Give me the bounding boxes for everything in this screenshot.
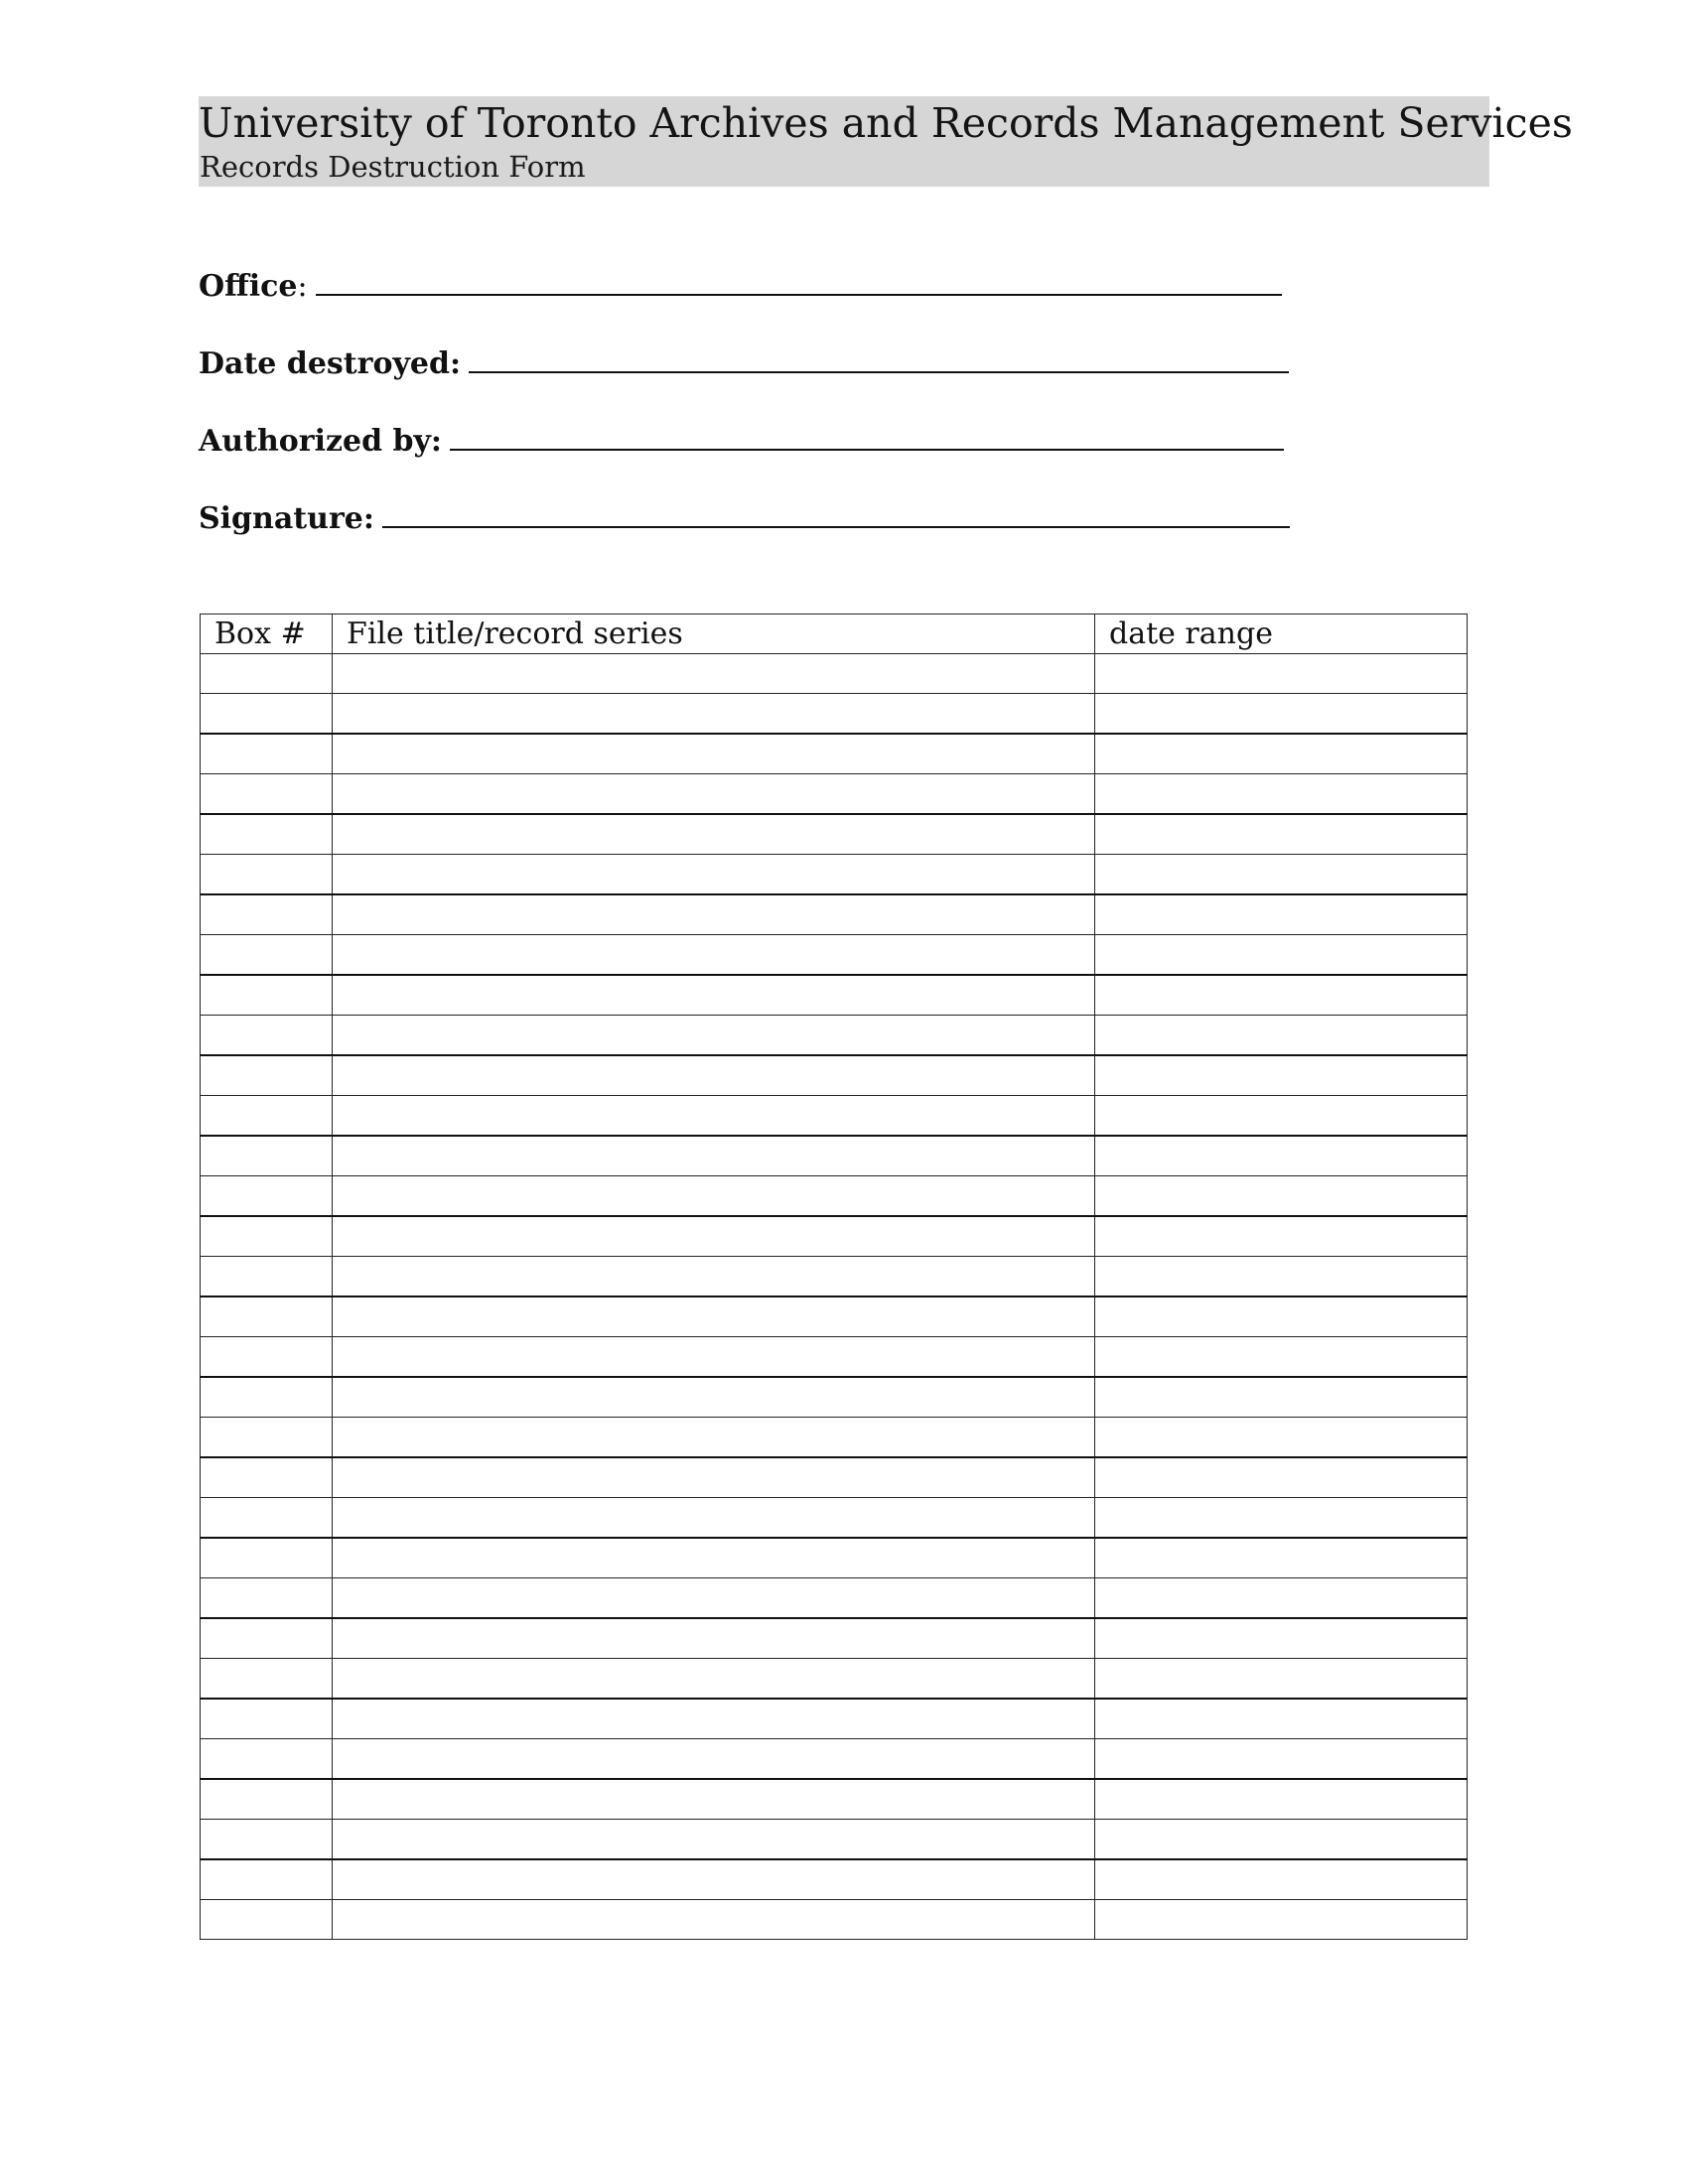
table-row [201, 1618, 1468, 1659]
table-row [201, 1216, 1468, 1257]
office-label-colon: : [297, 269, 308, 304]
box-number-cell[interactable] [201, 1337, 333, 1378]
box-number-cell[interactable] [201, 1216, 333, 1257]
box-number-cell[interactable] [201, 855, 333, 895]
records-table-body [201, 654, 1468, 1940]
date-range-cell[interactable] [1095, 975, 1468, 1016]
file-title-cell[interactable] [333, 1498, 1095, 1539]
date-range-cell[interactable] [1095, 1297, 1468, 1337]
box-number-cell[interactable] [201, 1820, 333, 1860]
date-destroyed-input-line[interactable] [469, 343, 1289, 373]
table-row [201, 654, 1468, 694]
column-header-date-range: date range [1095, 614, 1468, 654]
signature-field [199, 498, 1290, 537]
date-range-cell[interactable] [1095, 734, 1468, 774]
date-range-cell[interactable] [1095, 1900, 1468, 1940]
file-title-cell[interactable] [333, 734, 1095, 774]
box-number-cell[interactable] [201, 1498, 333, 1539]
records-table [200, 614, 1468, 1940]
date-range-cell[interactable] [1095, 654, 1468, 694]
date-range-cell[interactable] [1095, 1418, 1468, 1458]
box-number-cell[interactable] [201, 1257, 333, 1297]
date-range-cell[interactable] [1095, 694, 1468, 735]
table-row [201, 1538, 1468, 1578]
file-title-cell[interactable] [333, 814, 1095, 855]
signature-input-line[interactable] [382, 498, 1290, 528]
table-row [201, 1297, 1468, 1337]
box-number-cell[interactable] [201, 1779, 333, 1820]
file-title-cell[interactable] [333, 1538, 1095, 1578]
date-range-cell[interactable] [1095, 1337, 1468, 1378]
page-title: University of Toronto Archives and Records Management Services [199, 99, 1573, 147]
date-range-cell[interactable] [1095, 1779, 1468, 1820]
box-number-cell[interactable] [201, 1578, 333, 1619]
file-title-cell[interactable] [333, 1297, 1095, 1337]
file-title-cell[interactable] [333, 935, 1095, 976]
table-row [201, 1699, 1468, 1739]
file-title-cell[interactable] [333, 1457, 1095, 1498]
box-number-cell[interactable] [201, 1618, 333, 1659]
date-range-cell[interactable] [1095, 1538, 1468, 1578]
date-range-cell[interactable] [1095, 814, 1468, 855]
date-destroyed-field [199, 343, 1289, 382]
page-subtitle: Records Destruction Form [200, 150, 586, 184]
signature-label: Signature: [199, 501, 374, 536]
date-range-cell[interactable] [1095, 1457, 1468, 1498]
box-number-cell[interactable] [201, 694, 333, 735]
file-title-cell[interactable] [333, 1418, 1095, 1458]
table-row [201, 855, 1468, 895]
date-range-cell[interactable] [1095, 1659, 1468, 1700]
file-title-cell[interactable] [333, 654, 1095, 694]
file-title-cell[interactable] [333, 1257, 1095, 1297]
table-row [201, 1176, 1468, 1217]
box-number-cell[interactable] [201, 1538, 333, 1578]
table-row [201, 1498, 1468, 1539]
table-row [201, 1859, 1468, 1900]
box-number-cell[interactable] [201, 1859, 333, 1900]
box-number-cell[interactable] [201, 1297, 333, 1337]
table-row [201, 975, 1468, 1016]
file-title-cell[interactable] [333, 1859, 1095, 1900]
file-title-cell[interactable] [333, 1055, 1095, 1096]
table-row [201, 734, 1468, 774]
table-row [201, 894, 1468, 935]
date-range-cell[interactable] [1095, 774, 1468, 815]
box-number-cell[interactable] [201, 1016, 333, 1056]
date-range-cell[interactable] [1095, 1739, 1468, 1780]
date-range-cell[interactable] [1095, 1618, 1468, 1659]
box-number-cell[interactable] [201, 814, 333, 855]
file-title-cell[interactable] [333, 1659, 1095, 1700]
office-field [199, 266, 1282, 305]
table-row [201, 1257, 1468, 1297]
box-number-cell[interactable] [201, 654, 333, 694]
table-row [201, 1055, 1468, 1096]
date-range-cell[interactable] [1095, 1377, 1468, 1418]
box-number-cell[interactable] [201, 975, 333, 1016]
file-title-cell[interactable] [333, 1699, 1095, 1739]
office-input-line[interactable] [316, 266, 1282, 296]
table-row [201, 1377, 1468, 1418]
table-row [201, 774, 1468, 815]
column-header-file-title: File title/record series [333, 614, 1095, 654]
table-row [201, 1900, 1468, 1940]
table-row [201, 1739, 1468, 1780]
date-range-cell[interactable] [1095, 855, 1468, 895]
table-row [201, 935, 1468, 976]
date-range-cell[interactable] [1095, 1176, 1468, 1217]
box-number-cell[interactable] [201, 894, 333, 935]
table-row [201, 1457, 1468, 1498]
authorized-by-field [199, 421, 1284, 460]
file-title-cell[interactable] [333, 694, 1095, 735]
box-number-cell[interactable] [201, 1377, 333, 1418]
date-range-cell[interactable] [1095, 1216, 1468, 1257]
date-range-cell[interactable] [1095, 1096, 1468, 1137]
table-row [201, 1016, 1468, 1056]
table-header-row [201, 614, 1468, 654]
authorized-by-label: Authorized by: [199, 424, 442, 459]
header-band [199, 96, 1573, 187]
file-title-cell[interactable] [333, 1618, 1095, 1659]
table-row [201, 1096, 1468, 1137]
table-row [201, 1578, 1468, 1619]
box-number-cell[interactable] [201, 1739, 333, 1780]
file-title-cell[interactable] [333, 855, 1095, 895]
box-number-cell[interactable] [201, 734, 333, 774]
box-number-cell[interactable] [201, 1096, 333, 1137]
table-row [201, 694, 1468, 735]
date-range-cell[interactable] [1095, 1820, 1468, 1860]
table-row [201, 1337, 1468, 1378]
table-row [201, 1418, 1468, 1458]
file-title-cell[interactable] [333, 975, 1095, 1016]
file-title-cell[interactable] [333, 1216, 1095, 1257]
date-range-cell[interactable] [1095, 1055, 1468, 1096]
box-number-cell[interactable] [201, 774, 333, 815]
file-title-cell[interactable] [333, 894, 1095, 935]
box-number-cell[interactable] [201, 1136, 333, 1176]
table-row [201, 1820, 1468, 1860]
date-range-cell[interactable] [1095, 1859, 1468, 1900]
box-number-cell[interactable] [201, 1659, 333, 1700]
date-range-cell[interactable] [1095, 1136, 1468, 1176]
date-range-cell[interactable] [1095, 894, 1468, 935]
date-range-cell[interactable] [1095, 935, 1468, 976]
date-destroyed-label: Date destroyed: [199, 346, 462, 381]
file-title-cell[interactable] [333, 1096, 1095, 1137]
file-title-cell[interactable] [333, 1377, 1095, 1418]
table-row [201, 1779, 1468, 1820]
file-title-cell[interactable] [333, 1578, 1095, 1619]
file-title-cell[interactable] [333, 1900, 1095, 1940]
box-number-cell[interactable] [201, 1176, 333, 1217]
table-row [201, 814, 1468, 855]
file-title-cell[interactable] [333, 1779, 1095, 1820]
box-number-cell[interactable] [201, 1418, 333, 1458]
box-number-cell[interactable] [201, 1900, 333, 1940]
authorized-by-input-line[interactable] [450, 421, 1284, 451]
file-title-cell[interactable] [333, 1016, 1095, 1056]
box-number-cell[interactable] [201, 935, 333, 976]
file-title-cell[interactable] [333, 774, 1095, 815]
table-row [201, 1659, 1468, 1700]
table-row [201, 1136, 1468, 1176]
date-range-cell[interactable] [1095, 1257, 1468, 1297]
date-range-cell[interactable] [1095, 1016, 1468, 1056]
box-number-cell[interactable] [201, 1055, 333, 1096]
file-title-cell[interactable] [333, 1820, 1095, 1860]
date-range-cell[interactable] [1095, 1498, 1468, 1539]
file-title-cell[interactable] [333, 1136, 1095, 1176]
column-header-box-number: Box # [201, 614, 333, 654]
file-title-cell[interactable] [333, 1176, 1095, 1217]
box-number-cell[interactable] [201, 1457, 333, 1498]
file-title-cell[interactable] [333, 1739, 1095, 1780]
file-title-cell[interactable] [333, 1337, 1095, 1378]
box-number-cell[interactable] [201, 1699, 333, 1739]
date-range-cell[interactable] [1095, 1699, 1468, 1739]
date-range-cell[interactable] [1095, 1578, 1468, 1619]
office-label: Office [199, 269, 298, 304]
